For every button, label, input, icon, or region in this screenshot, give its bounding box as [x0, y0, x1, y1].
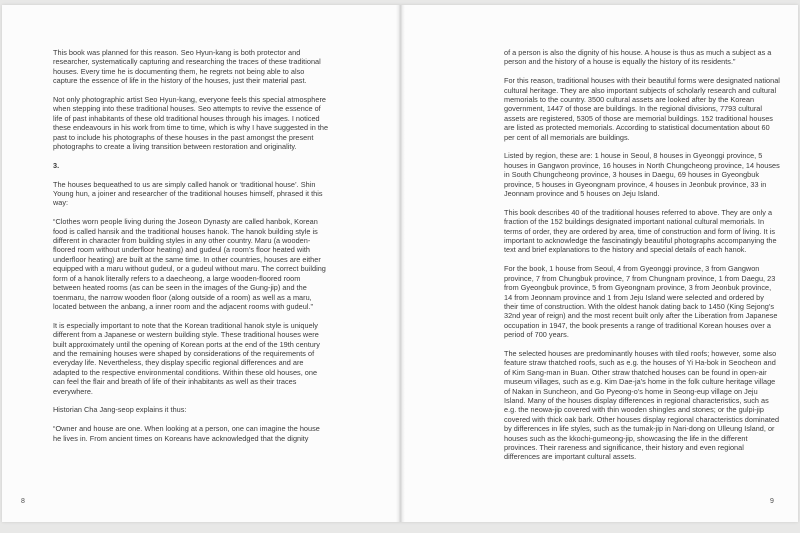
page-number-left: 8 — [21, 498, 25, 505]
paragraph-listed-by-region: Listed by region, these are: 1 house in Seoul, 8 houses in Gyeonggi province, 5 houses in Gangwon province, 16 houses in North Chungcheong province, 14 houses in South Chungcheong province, 3 houses in Daegu, 69 houses in Gyeongbuk province, 5 houses in Gyeongnam province, 4 houses in Jeonbuk province, 33 in Jeonnam province and 5 houses on Jeju Island. — [504, 151, 780, 199]
paragraph-book-describes-40: This book describes 40 of the traditional houses referred to above. They are only a fraction of the 152 buildings designated important national cultural memorials. In terms of order, they are ordered by area, time of construction and form of living. It is important to acknowledge the fascinatingly beautiful photographs accompanying the text and brief explanations to the history and special details of each hanok. — [504, 207, 777, 255]
paragraph-quote-owner-house: “Owner and house are one. When looking at a person, one can imagine the house he lives in. From ancient times on Koreans have acknowledged that the dignity — [53, 424, 320, 443]
paragraph-photographic-artist: Not only photographic artist Seo Hyun-kang, everyone feels this special atmosphere when stepping into these traditional houses. Seo attempts to revive the essence of life of past inhabitants of these old traditional houses through his images. I noticed these endeavours in his work from time to time, which is why I have suggested in the past to include his photographs of these houses in the past amongst the present photographs to create a living transition between restoration and originality. — [53, 95, 329, 152]
paragraph-hanok-style: It is especially important to note that the Korean traditional hanok style is uniquely different from a Japanese or western building style. These traditional houses were built approximately until the opening of Korean ports at the end of the 19th century and the remaining houses were shaped by considerations of the requirements of everyday life. Nevertheless, they display specific regional differences and are adapted to the respective environmental conditions. Within these old houses, one can feel the flair and breath of life of their inhabitants as well as their traces everywhere. — [53, 320, 320, 396]
paragraph-selected-houses-roofs: The selected houses are predominantly houses with tiled roofs; however, some also feature straw thatched roofs, such as e.g. the houses of Yi Ha-bok in Seocheon and of Kim Sang-man in Buan. Other straw thatched houses can be found in open-air museum villages, such as e.g. Kim Dae-ja’s home in the folk culture heritage village of Nakan in Suncheon, and Go Pyeong-o’s home in Seong-eup village on Jeju Island. Many of the houses display differences in regional characteristics, such as e.g. the neowa-jip covered with thin wooden shingles and stones; or the gulpi-jip covered with thick oak bark. Other houses display regional characteristics dominated by differences in life styles, such as the tumak-jip in Nari-dong on Ulleung Island, or houses such as the kkochi-gumeong-jip, showcasing the life in the different provinces. Their rareness and significance, their history and even regional differences are important cultural assets. — [504, 348, 780, 462]
paragraph-selection-by-time: For the book, 1 house from Seoul, 4 from Gyeonggi province, 3 from Gangwon province, 7 from Chungbuk province, 7 from Chungnam province, 1 from Daegu, 23 from Gyeongbuk province, 5 from Gyeongnam province, 3 from Jeonbuk province, 14 from Jeonnam province and 1 from Jeju Island were selected and ordered by their time of construction. With the oldest hanok dating back to 1450 (King Sejong’s 32nd year of reign) and the most recent built only after the Liberation from Japanese occupation in 1947, the book presents a range of traditional Korean houses over a period of 700 years. — [504, 264, 778, 340]
paragraph-cultural-heritage: For this reason, traditional houses with their beautiful forms were designated national cultural heritage. They are also important subjects of scholarly research and cultural memorials to the country. 3500 cultural assets are looked after by the Korean government, 1447 of those are buildings. In the regional divisions, 7793 cultural assets are registered, 5305 of those are memorial buildings. 152 traditional houses are listed as protected memorials. According to statistical documentation about 60 per cent of all memorials are buildings. — [504, 76, 780, 142]
paragraph-quote-dignity-continued: of a person is also the dignity of his house. A house is thus as much a subject as a person and the history of a house is equally the history of its residents.” — [504, 48, 772, 67]
paragraph-historian-intro: Historian Cha Jang-seop explains it thus: — [53, 405, 187, 415]
paragraph-intro-reason: This book was planned for this reason. Seo Hyun-kang is both protector and researcher, systematically capturing and researching the traces of these traditional houses. Every time he is documenting them, he regrets not being able to also capture the essence of life in the history of the houses, just their material past. — [53, 48, 321, 86]
paragraph-houses-bequeathed: The houses bequeathed to us are simply called hanok or ‘traditional house’. Shin Young hun, a joiner and researcher of the traditional houses himself, phrased it this way: — [53, 179, 323, 208]
page-right — [400, 5, 798, 522]
page-number-right: 9 — [770, 498, 774, 505]
page-left — [2, 5, 400, 522]
open-book-spread — [2, 5, 798, 522]
section-heading-3: 3. — [53, 160, 60, 170]
left-text-column — [53, 48, 329, 443]
paragraph-quote-clothes: “Clothes worn people living during the Joseon Dynasty are called hanbok, Korean food is called hansik and the traditional houses hanok. The hanok building style is different in character from building styles in any other country. Maru (a wooden-floored room without underfloor heating) and gudeul (a room’s floor heated with underfloor heating) are built at the same time. In other countries, houses are either equipped with a maru without gudeul, or a gudeul without maru. The correct building form of a hanok literally refers to a daecheong, a large wooden-floored room between heated rooms (as can be seen in the images of the Gung-jip) and the toenmaru, the narrow wooden floor (along outside of a room) as well as a maru, located between the anbang, a inner room and the adjacent rooms with gudeul.” — [53, 217, 326, 311]
right-text-column — [504, 48, 780, 462]
